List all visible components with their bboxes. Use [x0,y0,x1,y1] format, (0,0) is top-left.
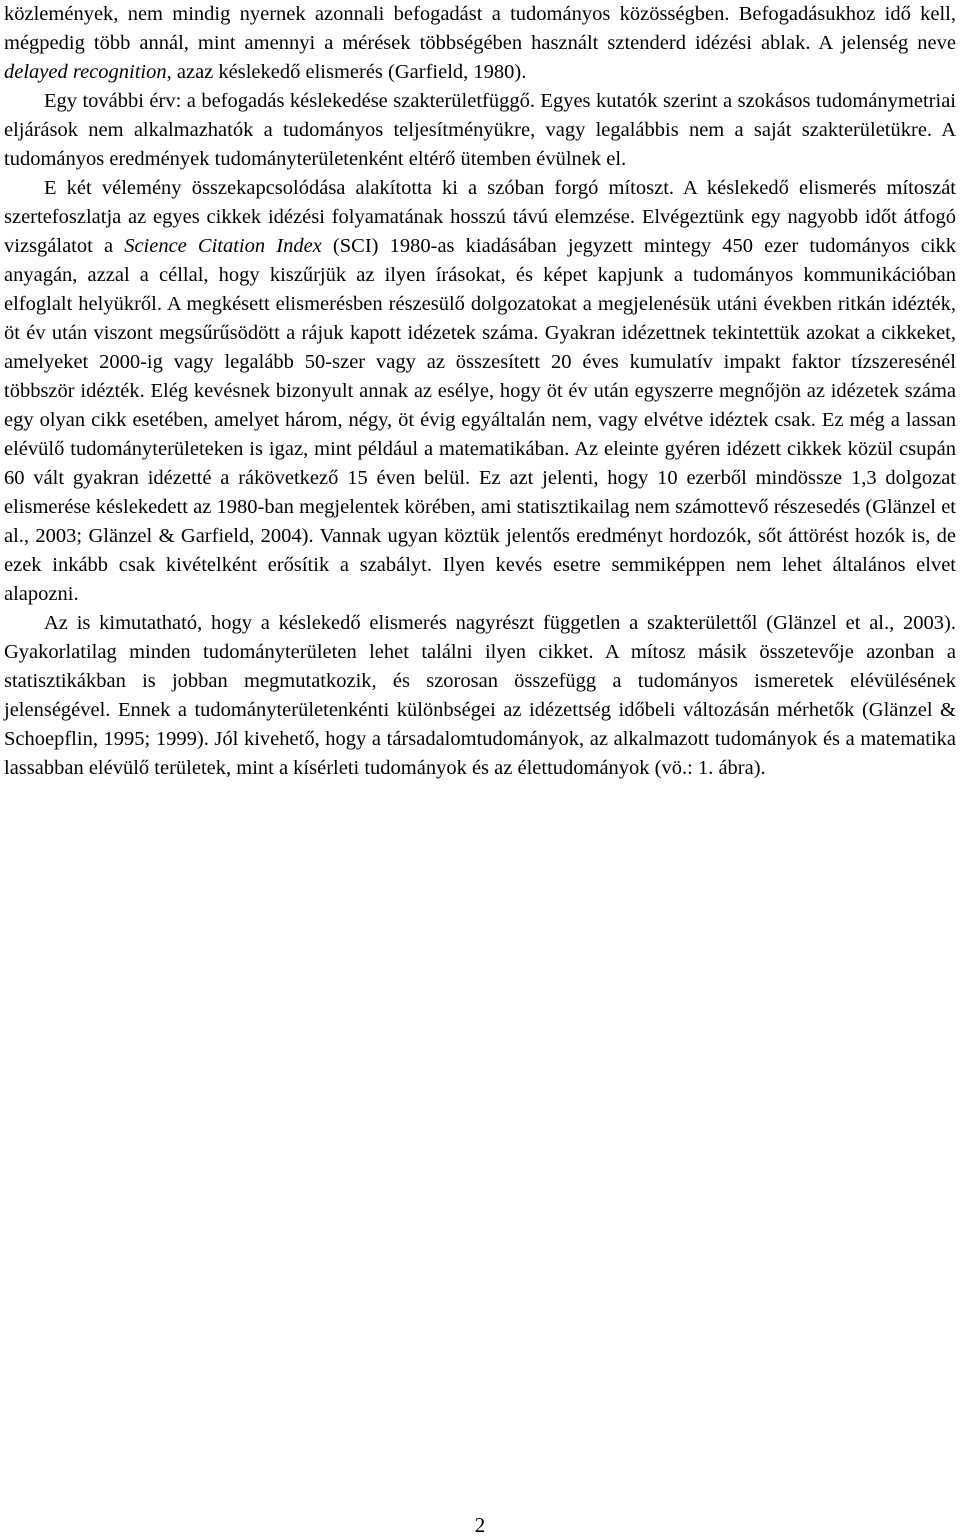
paragraph-1-text-b: , azaz késlekedő elismerés (Garfield, 1980). [166,61,527,83]
paragraph-3-text-b: (SCI) 1980-as kiadásában jegyzett mintegy 450 ezer tudományos cikk anyagán, azzal a céllal, hogy kiszűrjük az ilyen írásokat, és képet kapjunk a tudományos kommunikációban elfoglalt helyükről. A megkésett elismerésben részesülő dolgozatokat a megjelenésük utáni években ritkán idézték, öt év után viszont megsűrűsödött a rájuk kapott idézetek száma. Gyakran idézettnek tekintettük azokat a cikkeket, amelyeket 2000-ig vagy legalább 50-szer vagy az összesített 20 éves kumulatív impakt faktor tízszeresénél többször idézték. Elég kevésnek bizonyult annak az esélye, hogy öt év után egyszerre megnőjön az idézetek száma egy olyan cikk esetében, amelyet három, négy, öt évig egyáltalán nem, vagy elvétve idéztek csak. Ez még a lassan elévülő tudományterületeken is igaz, mint például a matematikában. Az eleinte gyéren idézett cikkek közül csupán 60 vált gyakran idézetté a rákövetkező 15 éven belül. Ez azt jelenti, hogy 10 ezerből mindössze 1,3 dolgozat elismerése késlekedett az 1980-ban megjelentek körében, ami statisztikailag nem számottevő részesedés (Glänzel et al., 2003; Glänzel & Garfield, 2004). Vannak ugyan köztük jelentős eredményt hordozók, sőt áttörést hozók is, de ezek inkább csak kivételként erősítik a szabályt. Ilyen kevés esetre semmiképpen nem lehet általános elvet alapozni. [4,235,957,605]
term-science-citation-index: Science Citation Index [124,235,322,257]
paragraph-4-text: Az is kimutatható, hogy a késlekedő elismerés nagyrészt független a szakterülettől (Glänzel et al., 2003). Gyakorlatilag minden tudományterületen lehet találni ilyen cikket. A mítosz másik összetevője azonban a statisztikákban is jobban megmutatkozik, és szorosan összefügg a tudományos ismeretek elévülésének jelenségével. Ennek a tudományterületenkénti különbségei az idézettség időbeli változásán mérhetők (Glänzel & Schoepflin, 1995; 1999). Jól kivehető, hogy a társadalomtudományok, az alkalmazott tudományok és a matematika lassabban elévülő területek, mint a kísérleti tudományok és az élettudományok (vö.: 1. ábra). [4,612,956,779]
paragraph-3-text-a: E két vélemény összekapcsolódása alakította ki a szóban forgó mítoszt. A késlekedő elismerés mítoszát szertefoszlatja az egyes cikkek idézési folyamatának hosszú távú elemzése. Elvégeztünk egy nagyobb időt átfogó vizsgálatot a [4,177,956,257]
paragraph-1 [4,0,956,87]
paragraph-4 [4,609,956,783]
document-page [4,0,956,783]
paragraph-3 [4,174,956,609]
paragraph-2 [4,87,956,174]
paragraph-1-text-a: közlemények, nem mindig nyernek azonnali befogadást a tudományos közösségben. Befogadásukhoz idő kell, mégpedig több annál, mint amennyi a mérések többségében használt sztenderd idézési ablak. A jelenség neve [4,3,956,54]
paragraph-2-text: Egy további érv: a befogadás késlekedése szakterületfüggő. Egyes kutatók szerint a szokásos tudománymetriai eljárások nem alkalmazhatók a tudományos teljesítményükre, vagy legalábbis nem a saját szakterületükre. A tudományos eredmények tudományterületenként eltérő ütemben évülnek el. [4,90,956,170]
term-delayed-recognition: delayed recognition [4,61,167,83]
page-number: 2 [474,1513,486,1537]
